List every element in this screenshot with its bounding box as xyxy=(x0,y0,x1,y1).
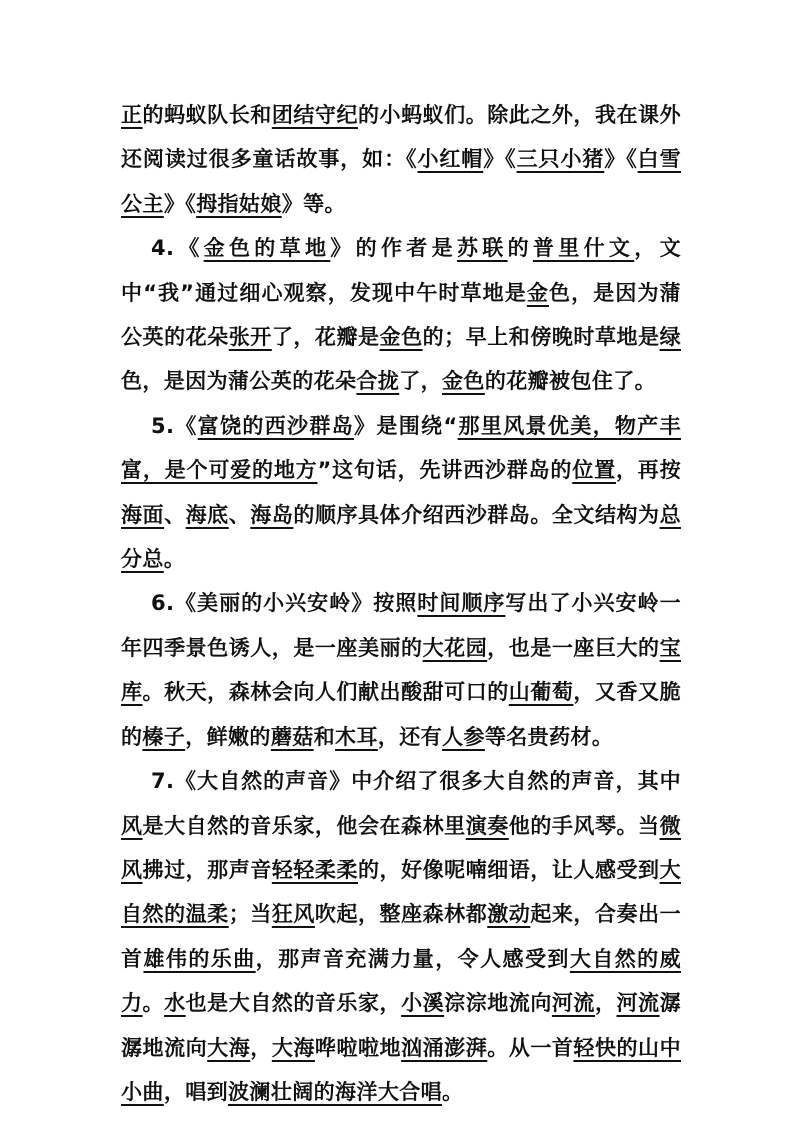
text-segment: ，还有 xyxy=(377,724,443,749)
underlined-answer: 普里什文 xyxy=(532,236,635,261)
text-segment: ，再按 xyxy=(615,458,681,483)
text-segment: 吹起，整座森林都 xyxy=(314,902,488,927)
text-segment: 。 xyxy=(142,991,165,1016)
text-segment: 色，是因为蒲公英的花朵 xyxy=(121,369,357,394)
underlined-answer: 轻轻柔柔 xyxy=(271,857,358,882)
text-segment: ”这句话，先讲西沙群岛的 xyxy=(317,458,573,483)
underlined-answer: 张开 xyxy=(228,325,272,350)
text-segment: 4.《 xyxy=(151,236,204,261)
text-segment: ，鲜嫩的 xyxy=(185,724,271,749)
underlined-answer: 总分总 xyxy=(121,502,681,572)
underlined-answer: 海底 xyxy=(185,502,229,527)
underlined-answer: 雄伟的乐曲 xyxy=(143,946,256,971)
paragraph-2 xyxy=(121,226,681,404)
text-segment: 7.《大自然的声音》中介绍了很多大自然的声音，其中 xyxy=(151,769,681,794)
underlined-answer: 山葡萄 xyxy=(508,680,574,705)
underlined-answer: 木耳 xyxy=(335,724,378,749)
underlined-answer: 团结守纪 xyxy=(271,103,358,127)
underlined-answer: 正 xyxy=(121,103,143,127)
underlined-answer: 金色 xyxy=(379,325,423,350)
text-segment: ，唱到 xyxy=(163,1079,229,1104)
underlined-answer: 白雪公主 xyxy=(121,147,681,216)
text-segment: 》的作者是 xyxy=(330,236,457,261)
text-segment: 他的手风琴。当 xyxy=(508,813,660,838)
text-segment: 是大自然的音乐家，他会在森林里 xyxy=(142,813,466,838)
underlined-answer: 河流 xyxy=(616,991,660,1016)
underlined-answer: 微风 xyxy=(121,813,681,882)
underlined-answer: 轻快的山中小曲 xyxy=(121,1035,681,1104)
underlined-answer: 三只小猪 xyxy=(516,147,605,172)
text-segment: ；当 xyxy=(228,902,272,927)
underlined-answer: 那里风景优美，物产丰富，是个可爱的地方 xyxy=(121,413,681,483)
text-segment: ， xyxy=(594,991,617,1016)
underlined-answer: 风 xyxy=(121,813,143,838)
underlined-answer: 榛子 xyxy=(142,724,186,749)
underlined-answer: 蘑菇 xyxy=(270,724,314,749)
text-segment: 淙淙地流向 xyxy=(444,991,552,1016)
underlined-answer: 位置 xyxy=(572,458,616,483)
underlined-answer: 大自然的温柔 xyxy=(121,857,681,927)
text-segment: 写出了小兴安岭一年四季景色诱人，是一座美丽的 xyxy=(121,591,681,660)
text-segment: 》《 xyxy=(163,191,197,216)
text-segment: ，那声音充满力量，令人感受到 xyxy=(255,946,570,971)
underlined-answer: 河流 xyxy=(551,991,595,1016)
paragraph-5 xyxy=(121,759,681,1114)
text-segment: 。秋天，森林会向人们献出酸甜可口的 xyxy=(142,680,509,705)
text-segment: 》等。 xyxy=(281,191,346,216)
paragraph-4 xyxy=(121,581,681,759)
text-segment: 了，花瓣是 xyxy=(271,325,380,350)
underlined-answer: 小溪 xyxy=(401,991,445,1016)
text-segment: 、 xyxy=(164,502,186,527)
text-segment: 》《 xyxy=(483,147,517,172)
underlined-answer: 大花园 xyxy=(422,635,488,660)
text-segment: 了， xyxy=(399,369,443,394)
text-segment: 拂过，那声音 xyxy=(142,857,272,882)
text-segment: 的；早上和傍晚时草地是 xyxy=(422,325,660,350)
underlined-answer: 狂风 xyxy=(271,902,315,927)
underlined-answer: 绿 xyxy=(659,325,681,350)
text-segment: 起来，合奏出一首 xyxy=(121,902,681,971)
underlined-answer: 金色 xyxy=(442,369,485,394)
underlined-answer: 大海 xyxy=(271,1035,315,1060)
text-segment: ， xyxy=(250,1035,272,1060)
underlined-answer: 人参 xyxy=(442,724,485,749)
document-page xyxy=(121,93,681,1114)
text-segment: 6.《美丽的小兴安岭》按照 xyxy=(151,591,418,616)
underlined-answer: 小红帽 xyxy=(417,147,484,172)
text-segment: 5.《 xyxy=(151,413,198,438)
text-segment: 》《 xyxy=(604,147,638,172)
underlined-answer: 演奏 xyxy=(465,813,509,838)
text-segment: 。 xyxy=(442,1079,464,1104)
underlined-answer: 合拢 xyxy=(356,369,400,394)
underlined-answer: 拇指姑娘 xyxy=(196,191,282,216)
underlined-answer: 激动 xyxy=(487,902,531,927)
text-segment: 和 xyxy=(313,724,336,749)
underlined-answer: 海岛 xyxy=(250,502,294,527)
underlined-answer: 金 xyxy=(526,280,549,305)
underlined-answer: 时间顺序 xyxy=(417,591,506,616)
text-segment: 的 xyxy=(507,236,533,261)
text-segment: 也是大自然的音乐家， xyxy=(185,991,402,1016)
underlined-answer: 金色的草地 xyxy=(203,236,331,261)
underlined-answer: 波澜壮阔的海洋大合唱 xyxy=(228,1079,443,1104)
paragraph-1 xyxy=(121,93,681,226)
text-segment: 的小蚂蚁们。除此之外，我在课外还阅读过很多童话故事，如：《 xyxy=(121,103,682,172)
text-segment: 等名贵药材。 xyxy=(484,724,614,749)
text-segment: 的顺序具体介绍西沙群岛。全文结构为 xyxy=(293,502,660,527)
underlined-answer: 富饶的西沙群岛 xyxy=(197,413,355,438)
text-segment: 的花瓣被包住了。 xyxy=(484,369,657,394)
underlined-answer: 宝库 xyxy=(121,635,682,705)
underlined-answer: 海面 xyxy=(121,502,165,527)
text-segment: 的，好像呢喃细语，让人感受到 xyxy=(357,857,660,882)
underlined-answer: 苏联 xyxy=(456,236,508,261)
text-segment: 哗啦啦地 xyxy=(314,1035,402,1060)
text-segment: 、 xyxy=(228,502,251,527)
underlined-answer: 水 xyxy=(164,991,186,1016)
text-segment: 色，是因为蒲公英的花朵 xyxy=(121,280,681,350)
underlined-answer: 汹涌澎湃 xyxy=(401,1035,488,1060)
paragraph-3 xyxy=(121,404,681,582)
text-segment: 。从一首 xyxy=(487,1035,574,1060)
text-segment: ，文中“我”通过细心观察，发现中午时草地是 xyxy=(121,236,681,305)
text-segment: 的蚂蚁队长和 xyxy=(142,103,272,127)
text-segment: ，也是一座巨大的 xyxy=(487,635,660,660)
underlined-answer: 大海 xyxy=(207,1035,251,1060)
text-segment: 。 xyxy=(163,547,186,572)
text-segment: ，又香又脆的 xyxy=(121,680,681,749)
underlined-answer: 大自然的威力 xyxy=(121,946,682,1016)
text-segment: 》是围绕“ xyxy=(354,413,458,438)
text-segment: 潺潺地流向 xyxy=(121,991,682,1060)
